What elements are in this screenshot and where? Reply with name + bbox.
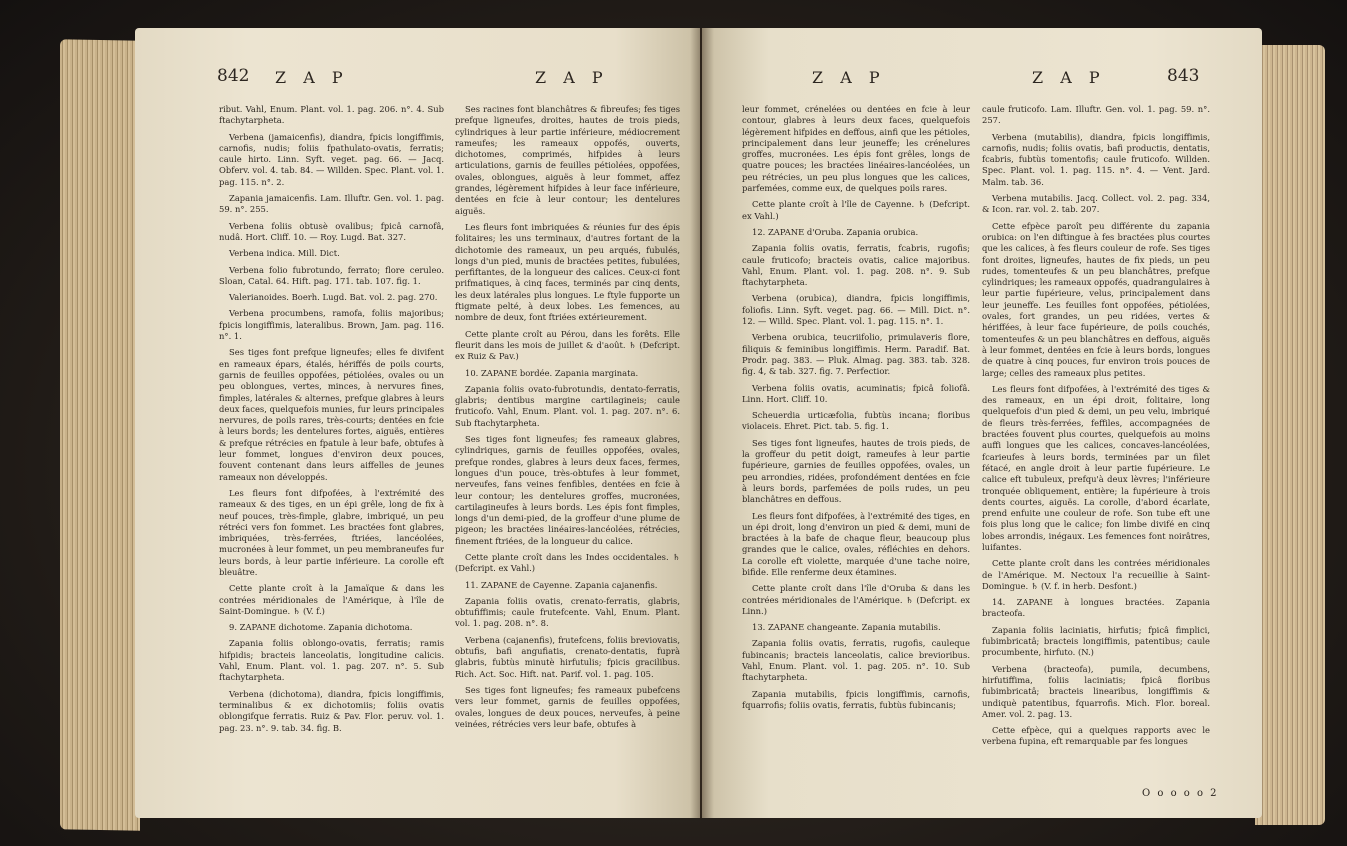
paragraph: Zapania mutabilis, fpicis longiffimis, carnofis, fquarrofis; foliis ovatis, ferratis, fubtùs fubincanis;	[742, 688, 970, 710]
paragraph: Verbena (jamaicenfis), diandra, fpicis longiffimis, carnofis, nudis; foliis fpathulato-ovatis, ferratis; caule hirto. Linn. Syft. veget. pag. 66. — Jacq. Obferv. vol. 4. tab. 84. — Willden. Spec. Plant. vol. 1. pag. 115. n°. 2.	[219, 131, 444, 187]
paragraph: Les fleurs font difpofées, à l'extrémité des tiges & des rameaux, en un épi droit, folitaire, long quelquefois d'un pied & demi, un peu velu, imbriqué de fleurs très-ferrées, feffiles, accompagnées de bractées fouvent plus courtes, quelquefois au moins auffi longues que les calices, concaves-lancéolées, fcarieufes à leurs bords, terminées par un filet fétacé, en angle droit à leur partie fupérieure. Le calice eft tubuleux, prefqu'à deux lèvres; l'inférieure tronquée obliquement, entière; la fupérieure à trois dents courtes, aiguës. La corolle, d'abord écarlate, prend enfuite une couleur de rofe. Son tube eft une fois plus long que le calice; fon limbe divifé en cinq lobes arrondis, inégaux. Les femences font noirâtres, luifantes.	[982, 383, 1210, 552]
paragraph: Verbena foliis ovatis, acuminatis; fpicâ foliofâ. Linn. Hort. Cliff. 10.	[742, 382, 970, 404]
running-head-left: Z A P	[275, 68, 349, 87]
paragraph: caule fruticofo. Lam. Illuftr. Gen. vol. 1. pag. 59. n°. 257.	[982, 104, 1210, 126]
paragraph: Zapania jamaicenfis. Lam. Illuftr. Gen. vol. 1. pag. 59. n°. 255.	[219, 193, 444, 215]
right-page-column-1	[742, 104, 970, 716]
paragraph: Zapania foliis laciniatis, hirfutis; fpicâ fimplici, fubimbricatâ; bracteis longiffimis, patentibus; caule procumbente, hirfuto. (N.)	[982, 624, 1210, 658]
paragraph: Valerianoides. Boerh. Lugd. Bat. vol. 2. pag. 270.	[229, 292, 438, 303]
left-page-column-2	[455, 104, 680, 735]
paragraph: Cette plante croît dans l'île d'Oruba & dans les contrées méridionales de l'Amérique. ♄ (Defcript. ex Linn.)	[742, 583, 970, 616]
paragraph: Zapania foliis ovatis, ferratis, fcabris, rugofis; caule fruticofo; bracteis ovatis, calice majoribus. Vahl, Enum. Plant. vol. 1. pag. 208. n°. 9. Sub ftachytarpheta.	[742, 243, 970, 288]
paragraph: Verbena (mutabilis), diandra, fpicis longiffimis, carnofis, nudis; foliis ovatis, bafi productis, dentatis, fcabris, fubtùs tomentofis; caule fruticofo. Willden. Spec. Plant. vol. 1. pag. 115. n°. 4. — Vent. Jard. Malm. tab. 36.	[982, 131, 1210, 187]
paragraph: Verbena (dichotoma), diandra, fpicis longiffimis, terminalibus & ex dichotomiis; foliis ovatis oblongifque ferratis. Ruiz & Pav. Flor. peruv. vol. 1. pag. 23. n°. 9. tab. 34. fig. B.	[219, 688, 444, 733]
paragraph: Zapania foliis ovato-fubrotundis, dentato-ferratis, glabris; dentibus margine cartilagineis; caule fruticofo. Vahl, Enum. Plant. vol. 1. pag. 207. n°. 6. Sub ftachytarpheta.	[455, 383, 680, 428]
right-page	[702, 28, 1262, 818]
running-head-left: Z A P	[812, 68, 886, 87]
paragraph: Ses tiges font ligneufes, hautes de trois pieds, de la groffeur du petit doigt, rameufes à leur partie fupérieure, garnies de feuilles oppofées, ovales, un peu arrondies, ridées, profondément dentées en fcie à leurs bords, parfemées de poils rudes, un peu blanchâtres en deffous.	[742, 437, 970, 505]
paragraph: Zapania foliis oblongo-ovatis, ferratis; ramis hifpidis; bracteis lanceolatis, longitudine calicis. Vahl, Enum. Plant. vol. 1. pag. 207. n°. 5. Sub ftachytarpheta.	[219, 638, 444, 683]
paragraph: Cette plante croît dans les Indes occidentales. ♄ (Defcript. ex Vahl.)	[455, 551, 680, 574]
paragraph: Verbena (bracteofa), pumila, decumbens, hirfutiffima, foliis laciniatis; fpicâ floribus fubimbricatâ; bracteis linearibus, longiffimis & undiquè patentibus, fquarrofis. Mich. Flor. boreal. Amer. vol. 2. pag. 13.	[982, 663, 1210, 719]
printer-signature: O o o o o 2	[1142, 788, 1219, 799]
paragraph: Verbena indica. Mill. Dict.	[229, 248, 340, 259]
species-heading: 9. ZAPANE dichotome. Zapania dichotoma.	[229, 622, 413, 633]
species-heading: 12. ZAPANE d'Oruba. Zapania orubica.	[752, 226, 919, 237]
species-heading: 14. ZAPANE à longues bractées. Zapania bracteofa.	[982, 597, 1210, 619]
right-page-header	[702, 66, 1262, 92]
paragraph: Zapania foliis ovatis, ferratis, rugofis, cauleque fubincanis; bracteis lanceolatis, calice brevioribus. Vahl, Enum. Plant. vol. 1. pag. 205. n°. 10. Sub ftachytarpheta.	[742, 638, 970, 683]
paragraph: Cette plante croît dans les contrées méridionales de l'Amérique. M. Nectoux l'a recueillie à Saint-Domingue. ♄ (V. f. in herb. Desfont.)	[982, 558, 1210, 591]
paragraph: ribut. Vahl, Enum. Plant. vol. 1. pag. 206. n°. 4. Sub ftachytarpheta.	[219, 104, 444, 126]
paragraph: Cette plante croît à la Jamaïque & dans les contrées méridionales de l'Amérique, à l'île de Saint-Domingue. ♄ (V. f.)	[219, 583, 444, 616]
paragraph: Ses tiges font ligneufes; fes rameaux pubefcens vers leur fommet, garnis de feuilles oppofées, ovales, longues de deux pouces, nerveufes, à peine veinées, rétrécies vers leur bafe, obtufes à	[455, 684, 680, 729]
paragraph: Ses tiges font ligneufes; fes rameaux glabres, cylindriques, garnis de feuilles oppofées, ovales, prefque rondes, glabres à leurs deux faces, fermes, longues d'un pouce, très-obtufes à leur fommet, nerveufes, fans veines fenfibles, dentées en fcie à leur contour; les dentelures groffes, mucronées, cartilagineufes à leurs bords. Les épis font fimples, longs d'un demi-pied, de la groffeur d'une plume de pigeon; les bractées linéaires-lancéolées, rétrécies, finement ftriées, de la longueur du calice.	[455, 434, 680, 546]
book-page-edges-left	[60, 39, 140, 830]
paragraph: Verbena (orubica), diandra, fpicis longiffimis, foliofis. Linn. Syft. veget. pag. 66. — Mill. Dict. n°. 12. — Willd. Spec. Plant. vol. 1. pag. 115. n°. 1.	[742, 293, 970, 327]
running-head-right: Z A P	[535, 68, 609, 87]
paragraph: Les fleurs font imbriquées & réunies fur des épis folitaires; les uns terminaux, d'autres fortant de la dichotomie des rameaux, un peu arqués, fubulés, longs d'un pied, munis de bractées petites, fubulées, perfiftantes, de la longueur des calices. Ceux-ci font prifmatiques, à cinq faces, terminés par cinq dents, les deux latérales plus longues. Le ftyle fupporte un ftigmate pelté, à deux lobes. Les femences, au nombre de deux, font ftriées extérieurement.	[455, 221, 680, 323]
paragraph: Verbena (cajanenfis), frutefcens, foliis breviovatis, obtufis, bafi angufiatis, crenato-dentatis, fuprà glabris, fubtùs minutè hirfutulis; fpicis gracilibus. Rich. Act. Soc. Hift. nat. Parif. vol. 1. pag. 105.	[455, 634, 680, 679]
paragraph: Cette plante croît à l'île de Cayenne. ♄ (Defcript. ex Vahl.)	[742, 199, 970, 221]
page-number: 842	[217, 66, 250, 86]
paragraph: Verbena orubica, teucriifolio, primulaveris flore, filiquis & feminibus longiffimis. Herm. Paradif. Bat. Prodr. pag. 383. — Pluk. Almag. pag. 383. tab. 328. fig. 4, & tab. 327. fig. 7. Perfectior.	[742, 332, 970, 377]
paragraph: Verbena folio fubrotundo, ferrato; flore ceruleo. Sloan, Catal. 64. Hift. pag. 171. tab. 107. fig. 1.	[219, 264, 444, 286]
paragraph: Zapania foliis ovatis, crenato-ferratis, glabris, obtufiffimis; caule frutefcente. Vahl, Enum. Plant. vol. 1. pag. 208. n°. 8.	[455, 595, 680, 629]
running-head-right: Z A P	[1032, 68, 1106, 87]
page-number: 843	[1167, 66, 1200, 86]
left-page	[135, 28, 700, 818]
paragraph: Cette plante croît au Pérou, dans les forêts. Elle fleurit dans les mois de juillet & d'août. ♄ (Defcript. ex Ruiz & Pav.)	[455, 328, 680, 362]
paragraph: Verbena foliis obtusè ovalibus; fpicâ carnofâ, nudâ. Hort. Cliff. 10. — Roy. Lugd. Bat. 327.	[219, 220, 444, 242]
paragraph: Cette efpèce paroît peu différente du zapania orubica: on l'en diftingue à fes bractées plus courtes que les calices, à fes fleurs couleur de rofe. Ses tiges font droites, ligneufes, hautes de fix pieds, un peu rudes, tomenteufes & un peu blanchâtres, prefque cylindriques; les rameaux oppofés, quadrangulaires à leur partie fupérieure, velus, principalement dans leur jeuneffe. Les feuilles font oppofées, pétiolées, ovales, fort grandes, un peu ridées, vertes & hériffées, à leur face fupérieure, de poils couchés, tomenteufes & un peu blanchâtres en deffous, aiguës à leur fommet, dentées en fcie à leurs bords, longues de quatre à cinq pouces, fur environ trois pouces de large; celles des rameaux plus petites.	[982, 220, 1210, 378]
left-page-column-1	[219, 104, 444, 739]
paragraph: Les fleurs font difpofées, à l'extrémité des rameaux & des tiges, en un épi grêle, long de fix à neuf pouces, très-fimple, glabre, imbriqué, un peu rétréci vers fon fommet. Les bractées font glabres, imbriquées, très-ferrées, ftriées, lancéolées, mucronées à leur fommet, un peu membraneufes fur leurs bords, à leur partie inférieure. La corolle eft bleuâtre.	[219, 487, 444, 577]
paragraph: Les fleurs font difpofées, à l'extrémité des tiges, en un épi droit, long d'environ un pied & demi, muni de bractées à la bafe de chaque fleur, beaucoup plus grandes que le calice, ovales, réfléchies en dehors. La corolle eft violette, marquée d'une tache noire, bifide. Elle renferme deux étamines.	[742, 510, 970, 577]
paragraph: Verbena procumbens, ramofa, foliis majoribus; fpicis longiffimis, lateralibus. Brown, Jam. pag. 116. n°. 1.	[219, 308, 444, 342]
paragraph: Ses tiges font prefque ligneufes; elles fe divifent en rameaux épars, étalés, hériffés de poils courts, garnis de feuilles oppofées, pétiolées, ovales ou un peu oblongues, vertes, minces, à nervures fines, fimples, latérales & alternes, prefque glabres à leurs deux faces, quelquefois munies, fur leurs principales nervures, de poils rares, très-courts; dentées en fcie à leurs bords; les dentelures fortes, aiguës, entières & prefque rétrécies en fpatule à leur bafe, obtufes à leur fommet, longues d'environ deux pouces, fouvent contenant dans leurs aiffelles de jeunes rameaux non développés.	[219, 347, 444, 482]
species-heading: 10. ZAPANE bordée. Zapania marginata.	[465, 367, 639, 378]
right-page-column-2	[982, 104, 1210, 753]
species-heading: 13. ZAPANE changeante. Zapania mutabilis.	[752, 622, 941, 633]
paragraph: Cette efpèce, qui a quelques rapports avec le verbena fupina, eft remarquable par fes longues	[982, 725, 1210, 747]
paragraph: Ses racines font blanchâtres & fibreufes; fes tiges prefque ligneufes, droites, hautes de trois pieds, cylindriques à leur partie inférieure, médiocrement rameufes; les rameaux oppofés, ouverts, dichotomes, comprimés, hifpides à leurs articulations, garnis de feuilles pétiolées, oppofées, ovales, oblongues, aiguës à leur fommet, affez grandes, légèrement hifpides à leur face inférieure, dentées en fcie à leur contour; les dentelures aiguës.	[455, 104, 680, 216]
species-heading: 11. ZAPANE de Cayenne. Zapania cajanenfis.	[465, 579, 658, 590]
paragraph: Scheuerdia urticæfolia, fubtùs incana; floribus violaceis. Ehret. Pict. tab. 5. fig. 1.	[742, 410, 970, 432]
book-gutter-shadow	[690, 28, 714, 818]
left-page-header	[135, 66, 700, 92]
paragraph: leur fommet, crénelées ou dentées en fcie à leur contour, glabres à leurs deux faces, quelquefois légèrement hifpides en deffous, ainfi que les pétioles, principalement dans leur jeuneffe; les crénelures groffes, mucronées. Les épis font grêles, longs de quatre pouces; les bractées linéaires-lancéolées, un peu rétrécies, un peu plus longues que les calices, parfemées, comme eux, de quelques poils rares.	[742, 104, 970, 194]
paragraph: Verbena mutabilis. Jacq. Collect. vol. 2. pag. 334, & Icon. rar. vol. 2. tab. 207.	[982, 193, 1210, 215]
book-page-edges-right	[1255, 45, 1325, 825]
